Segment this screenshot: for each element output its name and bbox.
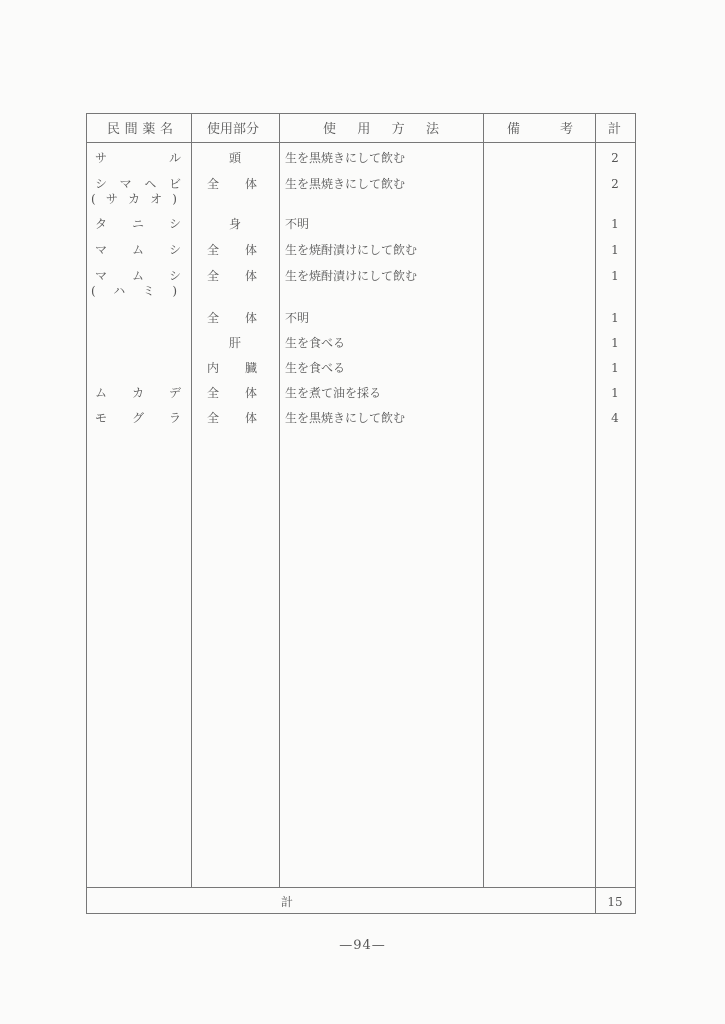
row-count: 1 bbox=[611, 217, 619, 231]
header-divider bbox=[87, 142, 635, 143]
page-number: —94— bbox=[339, 938, 386, 953]
row-part: 肝 bbox=[228, 336, 241, 350]
total-label: 計 bbox=[281, 895, 294, 909]
row-method: 生を黒焼きにして飲む bbox=[285, 151, 406, 165]
row-part: 頭 bbox=[228, 151, 241, 165]
row-method: 生を煮て油を採る bbox=[285, 386, 382, 400]
row-count: 1 bbox=[611, 386, 619, 400]
row-method: 生を黒焼きにして飲む bbox=[285, 411, 406, 425]
row-count: 1 bbox=[611, 336, 619, 350]
row-name-alt: ( ハ ミ ) bbox=[91, 284, 177, 298]
row-method: 生を焼酎漬けにして飲む bbox=[285, 243, 418, 257]
row-name: ム カ デ bbox=[95, 386, 181, 400]
row-name: マ ム シ bbox=[95, 269, 181, 283]
row-name: シ マ ヘ ビ bbox=[95, 177, 181, 191]
row-part: 全 体 bbox=[207, 177, 257, 191]
row-name: マ ム シ bbox=[95, 243, 181, 257]
total-value: 15 bbox=[607, 895, 623, 909]
row-method: 生を焼酎漬けにして飲む bbox=[285, 269, 418, 283]
row-part: 全 体 bbox=[207, 386, 257, 400]
row-part: 身 bbox=[228, 217, 241, 231]
row-method: 生を食べる bbox=[285, 336, 346, 350]
row-part: 全 体 bbox=[207, 311, 257, 325]
col-divider bbox=[483, 114, 484, 888]
row-name-alt: ( サ カ オ ) bbox=[91, 192, 177, 206]
col-divider bbox=[279, 114, 280, 888]
row-part: 内 臓 bbox=[207, 361, 257, 375]
row-name: サ ル bbox=[95, 151, 181, 165]
row-part: 全 体 bbox=[207, 243, 257, 257]
row-count: 1 bbox=[611, 243, 619, 257]
row-part: 全 体 bbox=[207, 411, 257, 425]
medicine-table bbox=[86, 113, 636, 914]
row-count: 1 bbox=[611, 311, 619, 325]
row-count: 1 bbox=[611, 361, 619, 375]
row-method: 生を黒焼きにして飲む bbox=[285, 177, 406, 191]
row-name: モ グ ラ bbox=[95, 411, 181, 425]
header-count: 計 bbox=[608, 122, 622, 137]
total-divider bbox=[87, 887, 635, 888]
header-name: 民 間 薬 名 bbox=[107, 122, 173, 137]
header-part: 使用部分 bbox=[207, 122, 260, 137]
row-method: 不明 bbox=[285, 217, 310, 231]
row-count: 1 bbox=[611, 269, 619, 283]
header-method: 使 用 方 法 bbox=[323, 122, 439, 137]
row-name: タ ニ シ bbox=[95, 217, 181, 231]
row-count: 2 bbox=[611, 151, 619, 165]
row-part: 全 体 bbox=[207, 269, 257, 283]
header-remarks: 備 考 bbox=[507, 122, 573, 137]
row-count: 2 bbox=[611, 177, 619, 191]
row-method: 生を食べる bbox=[285, 361, 346, 375]
col-divider bbox=[595, 114, 596, 913]
row-count: 4 bbox=[611, 411, 619, 425]
row-method: 不明 bbox=[285, 311, 310, 325]
